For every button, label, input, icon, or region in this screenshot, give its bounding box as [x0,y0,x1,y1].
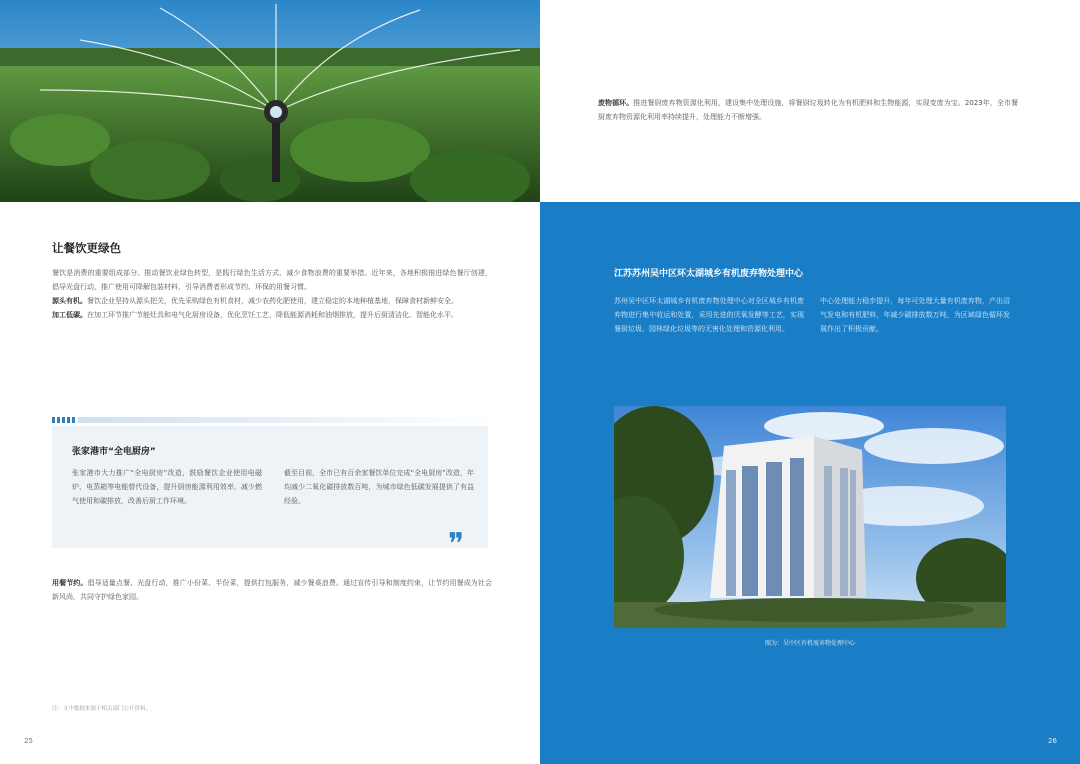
body-paragraph: 源头有机。餐饮企业坚持从源头把关，优先采购绿色有机食材，减少农药化肥使用，建立稳定的本地种植基地，保障食材新鲜安全。 [52,297,458,305]
callout-column-left: 张家港市大力推广“全电厨房”改造，鼓励餐饮企业使用电磁炉、电蒸箱等电能替代设备，提升厨房能源利用效率，减少燃气使用和碳排放，改善后厨工作环境。 [72,469,262,505]
top-text: 废物循环。推进餐厨废弃物资源化利用，建设集中处理设施，将餐厨垃圾转化为有机肥料和生物能源，实现变废为宝。2023年，全市餐厨废弃物资源化利用率持续提升，处理能力不断增强。 [598,99,1018,121]
page-number-right: 26 [1048,737,1057,745]
body-paragraph: 加工低碳。在加工环节推广节能灶具和电气化厨房设备，优化烹饪工艺，降低能源消耗和油烟排放，提升后厨清洁化、智能化水平。 [52,311,458,319]
page-title: 让餐饮更绿色 [52,241,121,255]
feature-column-right: 中心处理能力稳步提升，每年可处理大量有机废弃物，产出沼气发电和有机肥料，年减少碳排放数万吨，为区域绿色循环发展作出了积极贡献。 [820,297,1010,333]
body-text-lower: 用餐节约。倡导适量点餐、光盘行动，推广小份菜、半份菜，提供打包服务，减少餐桌浪费。通过宣传引导和制度约束，让节约用餐成为社会新风尚，共同守护绿色家园。 [52,579,493,601]
page-number-left: 25 [24,737,33,745]
body-paragraph: 餐饮是消费的重要组成部分。推动餐饮业绿色转型，是践行绿色生活方式、减少食物浪费的重要举措。近年来，各地积极推进绿色餐厅创建，倡导光盘行动，推广使用可降解包装材料，引导消费者形成节约、环保的用餐习惯。 [52,269,492,291]
feature-title: 江苏苏州吴中区环太湖城乡有机废弃物处理中心 [614,269,804,279]
quote-mark-icon: ❞ [448,527,465,562]
right-page [540,0,1080,764]
body-text [52,266,492,322]
callout-decor-bar [52,417,492,423]
callout-column-right: 截至目前，全市已有百余家餐饮单位完成“全电厨房”改造，年均减少二氧化碳排放数百吨，为城市绿色低碳发展提供了有益经验。 [284,469,474,505]
feature-column-left: 苏州吴中区环太湖城乡有机废弃物处理中心对全区城乡有机废弃物进行集中收运和处置，采用先进的厌氧发酵等工艺，实现餐厨垃圾、园林绿化垃圾等的无害化处理和资源化利用。 [614,297,804,333]
building-photo [614,406,1006,628]
footnote: 注：文中数据来源于相关部门公开资料。 [52,706,152,712]
photo-caption: 图为：吴中区有机废弃物处理中心 [764,640,855,647]
irrigation-photo [0,0,540,202]
callout-title: 张家港市“全电厨房” [72,447,156,457]
